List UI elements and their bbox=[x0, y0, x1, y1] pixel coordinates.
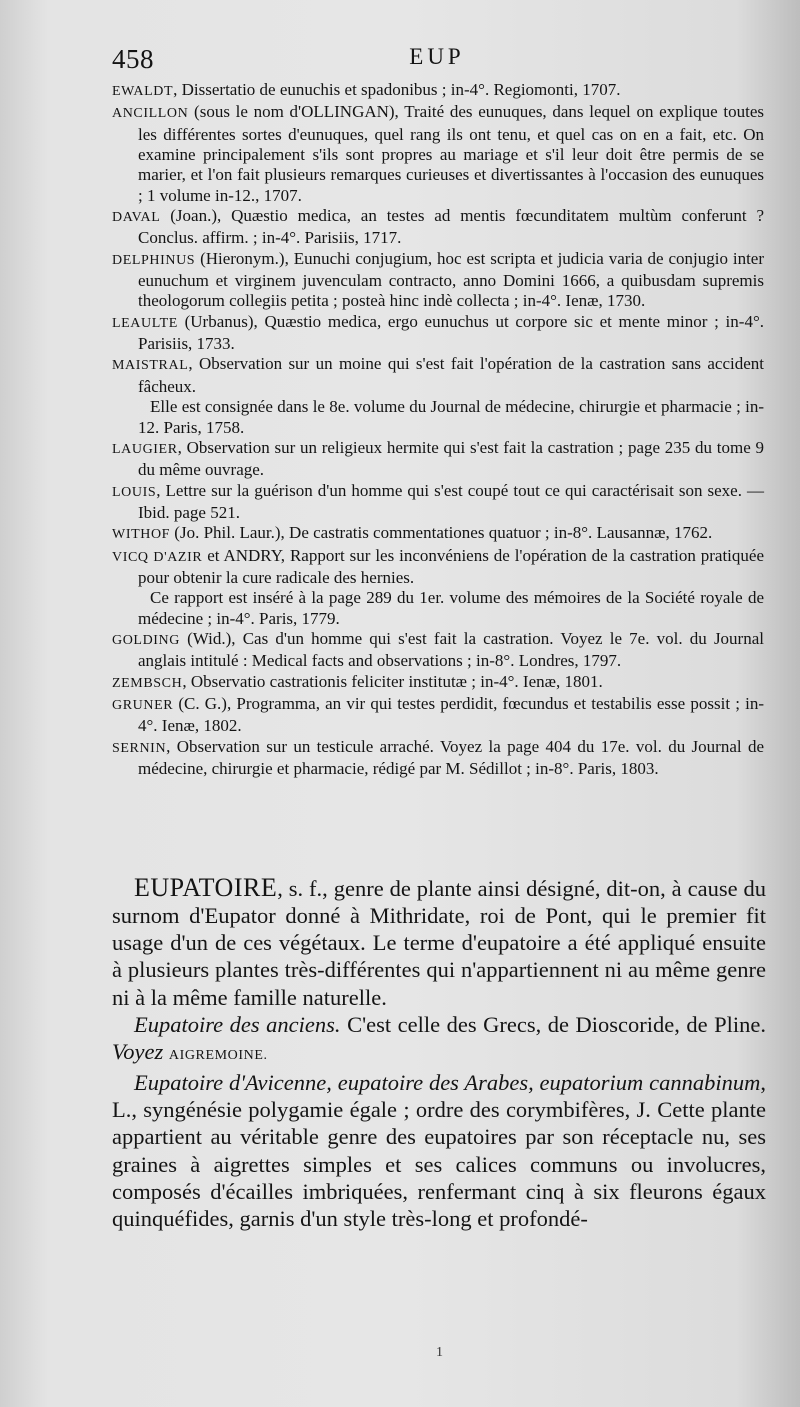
bib-entry bbox=[112, 102, 764, 206]
entry-text: (Hieronym.), Eunuchi conjugium, hoc est scripta et judicia varia de conjugio inter eunuchum et virginem juvenculam contracto, anno Domini 1666, a quibusdam supremis theologorum collegiis petita ; posteà hinc indè collecta ; in-4°. Ienæ, 1730. bbox=[138, 248, 764, 311]
author-name: EWALDT bbox=[112, 84, 174, 99]
voyez-label: Voyez bbox=[112, 1038, 164, 1064]
bib-note bbox=[112, 588, 764, 629]
paragraph-text: , s. f., genre de plante ainsi désigné, dit-on, à cause du surnom d'Eupator donné à Mithridate, roi de Pont, qui le premier fit usage d'un de ces végétaux. Le terme d'eupatoire a été appliqué ensuite à plusieurs plantes très-différentes qui n'appartiennent ni au même genre ni à la même famille naturelle. bbox=[112, 876, 766, 1010]
headword: EUPATOIRE bbox=[134, 873, 278, 902]
entry-text: (Wid.), Cas d'un homme qui s'est fait la castration. Voyez le 7e. vol. du Journal anglais intitulé : Medical facts and observations ; in-8°. Londres, 1797. bbox=[138, 628, 764, 671]
entry-text: , Observation sur un testicule arraché. Voyez la page 404 du 17e. vol. du Journal de médecine, chirurgie et pharmacie, rédigé par M. Sédillot ; in-8°. Paris, 1803. bbox=[138, 736, 764, 778]
entry-text: (Joan.), Quæstio medica, an testes ad mentis fœcunditatem multùm conferunt ? Conclus. affirm. ; in-4°. Parisiis, 1717. bbox=[138, 206, 764, 248]
bib-entry bbox=[112, 438, 764, 481]
author-name: LEAULTE bbox=[112, 315, 178, 331]
article-paragraph bbox=[112, 1011, 766, 1069]
author-name: GOLDING bbox=[112, 632, 180, 648]
article-paragraph bbox=[112, 874, 766, 1011]
bib-entry bbox=[112, 80, 764, 102]
paragraph-text: , L., syngénésie polygamie égale ; ordre des corymbifères, J. Cette plante appartient au véritable genre des eupatoires par son réceptacle nu, ses graines à aigrettes simples et ses calices communs ou involucres, composés d'écailles imbriquées, renfermant cinq à six fleurons égaux quinquéfides, garnis d'un style très-long et profondé- bbox=[112, 1070, 766, 1231]
entry-text: (C. G.), Programma, an vir qui testes perdidit, fœcundus et testabilis esse possit ; in-4°. Ienæ, 1802. bbox=[138, 693, 764, 736]
bib-entry bbox=[112, 672, 764, 694]
running-head: EUP bbox=[409, 44, 465, 69]
author-name: DAVAL bbox=[112, 210, 161, 226]
author-name: GRUNER bbox=[112, 697, 174, 713]
author-name: LOUIS bbox=[112, 484, 157, 500]
entry-text: , Observatio castrationis feliciter institutæ ; in-4°. Ienæ, 1801. bbox=[182, 671, 603, 691]
bib-entry bbox=[112, 546, 764, 589]
page-number: 458 bbox=[112, 44, 154, 74]
author-name: MAISTRAL bbox=[112, 358, 189, 374]
entry-text: (Jo. Phil. Laur.), De castratis commentationes quatuor ; in-8°. Lausannæ, 1762. bbox=[170, 523, 713, 543]
bib-entry bbox=[112, 737, 764, 780]
entry-text: (Urbanus), Quæstio medica, ergo eunuchus ut corpore sic et mente minor ; in-4°. Parisiis, 1733. bbox=[138, 311, 764, 354]
entry-text: et ANDRY, Rapport sur les inconvéniens de l'opération de la castration pratiquée pour obtenir la cure radicale des hernies. bbox=[138, 545, 764, 587]
bib-entry bbox=[112, 312, 764, 355]
bib-entry bbox=[112, 523, 764, 545]
entry-text: , Observation sur un religieux hermite qui s'est fait la castration ; page 235 du tome 9 du même ouvrage. bbox=[138, 437, 764, 480]
author-name: SERNIN bbox=[112, 740, 167, 756]
bib-entry bbox=[112, 629, 764, 672]
entry-text: , Observation sur un moine qui s'est fait l'opération de la castration sans accident fâcheux. bbox=[138, 354, 764, 396]
entry-text: , Dissertatio de eunuchis et spadonibus ; in-4°. Regiomonti, 1707. bbox=[173, 80, 621, 99]
note-text: Ce rapport est inséré à la page 289 du 1er. volume des mémoires de la Société royale de médecine ; in-4°. Paris, 1779. bbox=[138, 588, 764, 628]
bib-entry bbox=[112, 694, 764, 737]
entry-text: , Lettre sur la guérison d'un homme qui s'est coupé tout ce qui caractérisait son sexe. — Ibid. page 521. bbox=[138, 480, 764, 522]
bib-entry bbox=[112, 354, 764, 397]
article-paragraph bbox=[112, 1069, 766, 1232]
author-name: ZEMBSCH bbox=[112, 675, 183, 691]
bib-note bbox=[112, 397, 764, 438]
dictionary-article bbox=[112, 874, 766, 1232]
cross-reference: AIGREMOINE. bbox=[168, 1047, 268, 1063]
author-name: WITHOF bbox=[112, 527, 171, 543]
paragraph-text: C'est celle des Grecs, de Dioscoride, de Pline. bbox=[340, 1011, 766, 1037]
bibliography-list bbox=[112, 80, 764, 779]
subentry-title: Eupatoire des anciens. bbox=[134, 1011, 341, 1037]
author-name: ANCILLON bbox=[112, 106, 189, 122]
note-text: Elle est consignée dans le 8e. volume du Journal de médecine, chirurgie et pharmacie ; in-12. Paris, 1758. bbox=[138, 397, 764, 437]
bib-entry bbox=[112, 206, 764, 249]
page-header bbox=[112, 44, 762, 76]
bib-entry bbox=[112, 249, 764, 312]
subentry-title: Eupatoire d'Avicenne, eupatoire des Arabes, eupatorium cannabinum bbox=[134, 1070, 761, 1096]
author-name: LAUGIER bbox=[112, 441, 178, 457]
footer-mark: 1 bbox=[436, 1345, 443, 1360]
author-name: DELPHINUS bbox=[112, 252, 196, 268]
entry-text: (sous le nom d'OLLINGAN), Traité des eunuques, dans lequel on explique toutes les différentes sortes d'eunuques, quel rang ils ont tenu, et quel cas on en a fait, etc. On examine principalement s'ils sont propres au mariage et s'il leur doit être permis de se marier, et l'on fait plusieurs remarques curieuses et divertissantes à l'occasion des eunuques ; 1 volume in-12., 1707. bbox=[138, 102, 764, 205]
bib-entry bbox=[112, 481, 764, 524]
author-name: VICQ D'AZIR bbox=[112, 549, 203, 565]
